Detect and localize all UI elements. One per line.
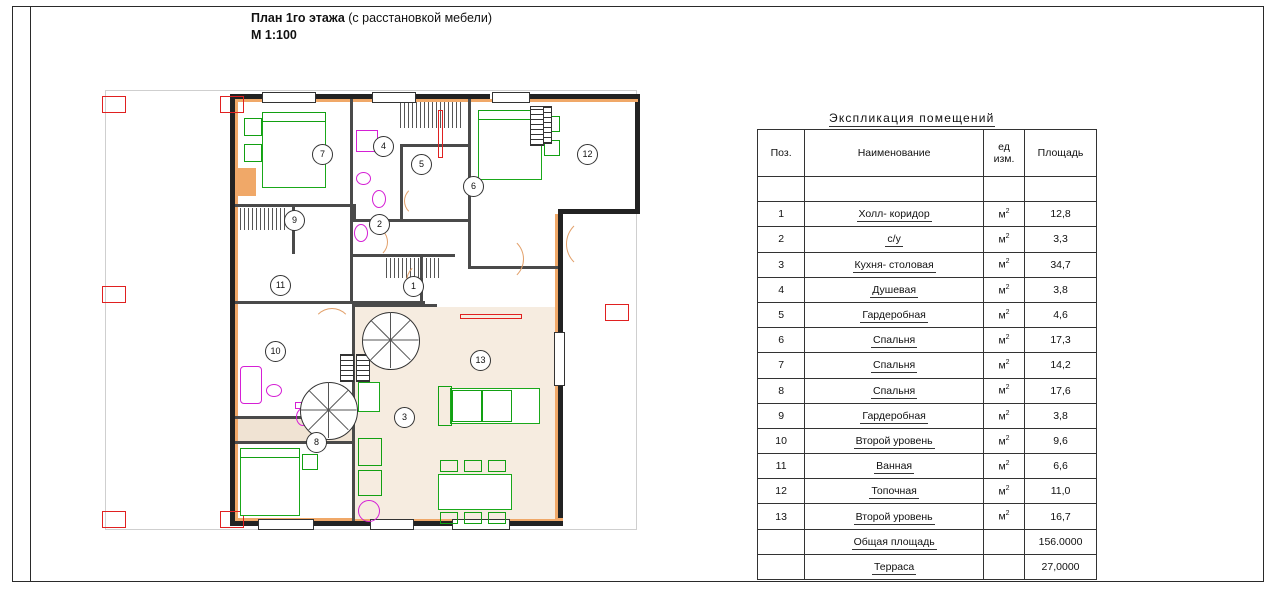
dining-chair-4 <box>440 512 458 524</box>
row-unit-text: м <box>998 258 1006 271</box>
row-name <box>805 403 984 428</box>
row-name <box>805 277 984 302</box>
row-pos: 5 <box>758 302 805 327</box>
total-pos <box>758 554 805 579</box>
row-unit-power: 2 <box>1005 434 1010 442</box>
row-unit-power: 2 <box>1005 283 1010 291</box>
row-pos: 13 <box>758 504 805 529</box>
door-arc-room5 <box>404 186 434 216</box>
row-name <box>805 479 984 504</box>
axis-marker-top-inner <box>220 96 244 113</box>
row-unit-text: м <box>998 460 1006 473</box>
window-accent-living <box>460 314 522 319</box>
row-name <box>805 328 984 353</box>
row-unit <box>983 328 1024 353</box>
dining-chair-1 <box>440 460 458 472</box>
row-name <box>805 227 984 252</box>
total-pos <box>758 529 805 554</box>
table-body <box>758 177 1097 580</box>
row-area: 6,6 <box>1025 454 1097 479</box>
room-tag-3: 3 <box>394 407 415 428</box>
row-area: 14,2 <box>1025 353 1097 378</box>
row-area: 17,3 <box>1025 328 1097 353</box>
row-area: 17,6 <box>1025 378 1097 403</box>
partition-room5 <box>400 146 403 222</box>
table-row <box>758 277 1097 302</box>
total-area: 156.0000 <box>1025 529 1097 554</box>
row-unit <box>983 454 1024 479</box>
row-unit-text: м <box>998 309 1006 322</box>
explication-caption: Экспликация помещений <box>829 111 995 125</box>
nightstand-room7-b <box>244 144 262 162</box>
row-area: 4,6 <box>1025 302 1097 327</box>
stair-step-l1 <box>328 382 329 410</box>
room-tag-7: 7 <box>312 144 333 165</box>
row-name <box>805 252 984 277</box>
row-unit-text: м <box>998 435 1006 448</box>
stair-step-u7 <box>363 340 391 341</box>
row-name-text: Спальня <box>873 359 916 372</box>
partition-bath-left <box>353 204 356 222</box>
row-name <box>805 353 984 378</box>
row-pos: 8 <box>758 378 805 403</box>
row-unit <box>983 428 1024 453</box>
row-area: 11,0 <box>1025 479 1097 504</box>
row-name-text: Гардеробная <box>862 409 926 422</box>
row-unit <box>983 479 1024 504</box>
kitchen-counter <box>358 438 382 466</box>
dining-chair-3 <box>488 460 506 472</box>
row-area: 3,8 <box>1025 403 1097 428</box>
sofa-cushion-1 <box>452 390 482 422</box>
axis-marker-right-mid <box>605 304 629 321</box>
bed-room8 <box>240 454 300 516</box>
total-name <box>805 529 984 554</box>
row-unit-text: м <box>998 485 1006 498</box>
sink-room4 <box>356 172 371 185</box>
table-row <box>758 479 1097 504</box>
room-tag-13: 13 <box>470 350 491 371</box>
plan-title-main: План 1го этажа <box>251 11 345 25</box>
row-name-text: Гардеробная <box>862 309 926 322</box>
total-name-text: Общая площадь <box>853 535 935 548</box>
table-row <box>758 378 1097 403</box>
table-total-row <box>758 554 1097 579</box>
row-area: 3,8 <box>1025 277 1097 302</box>
spacer-area <box>1025 177 1097 202</box>
exterior-wall-right <box>635 94 640 214</box>
row-name-text: Ванная <box>876 460 913 473</box>
stair-step-u5 <box>390 340 391 368</box>
row-unit-text: м <box>998 334 1006 347</box>
row-name-text: Спальня <box>873 384 916 397</box>
table-row <box>758 227 1097 252</box>
nightstand-room7-a <box>244 118 262 136</box>
window-bottom-2 <box>370 519 414 530</box>
plan-scale: М 1:100 <box>251 27 297 42</box>
row-unit-power: 2 <box>1005 409 1010 417</box>
window-right-1 <box>554 332 565 386</box>
row-pos: 7 <box>758 353 805 378</box>
room-tag-11: 11 <box>270 275 291 296</box>
dining-table <box>438 474 512 510</box>
room-tag-10: 10 <box>265 341 286 362</box>
row-unit-power: 2 <box>1005 510 1010 518</box>
row-unit <box>983 302 1024 327</box>
row-unit-power: 2 <box>1005 459 1010 467</box>
table-row <box>758 328 1097 353</box>
dining-chair-2 <box>464 460 482 472</box>
row-pos: 11 <box>758 454 805 479</box>
table-row <box>758 403 1097 428</box>
spacer-pos <box>758 177 805 202</box>
total-unit <box>983 529 1024 554</box>
explication-table-block <box>757 107 1097 580</box>
row-unit <box>983 202 1024 227</box>
stair-shaft-marker-a <box>340 354 354 382</box>
partition-room2-left <box>350 222 353 304</box>
room-tag-12: 12 <box>577 144 598 165</box>
bed-room7-headboard <box>262 112 326 122</box>
row-pos: 4 <box>758 277 805 302</box>
row-name-text: Второй уровень <box>855 510 933 523</box>
toilet-room4 <box>354 224 368 242</box>
axis-marker-top-left <box>102 96 126 113</box>
header-unit-line1: ед <box>998 141 1010 153</box>
plan-title-suffix: (с расстановкой мебели) <box>344 11 492 25</box>
armchair-living <box>438 386 452 426</box>
window-top-3 <box>492 92 530 103</box>
row-name-text: Спальня <box>873 334 916 347</box>
row-unit-power: 2 <box>1005 384 1010 392</box>
header-area: Площадь <box>1025 130 1097 177</box>
row-unit-text: м <box>998 233 1006 246</box>
table-row <box>758 428 1097 453</box>
dresser-room7 <box>238 168 256 196</box>
row-unit <box>983 403 1024 428</box>
row-area: 9,6 <box>1025 428 1097 453</box>
room-tag-2: 2 <box>369 214 390 235</box>
row-area: 16,7 <box>1025 504 1097 529</box>
row-unit-power: 2 <box>1005 258 1010 266</box>
sink-room11 <box>266 384 282 397</box>
row-pos: 2 <box>758 227 805 252</box>
spacer-name <box>805 177 984 202</box>
header-unit <box>983 130 1024 177</box>
total-unit <box>983 554 1024 579</box>
plan-title-block <box>251 10 492 44</box>
room-tag-1: 1 <box>403 276 424 297</box>
row-name-text: Второй уровень <box>855 434 933 447</box>
row-unit <box>983 504 1024 529</box>
window-top-2 <box>372 92 416 103</box>
table-row <box>758 353 1097 378</box>
row-name-text: Душевая <box>872 283 917 296</box>
table-spacer-row <box>758 177 1097 202</box>
window-hatch-wardrobe9 <box>240 208 288 230</box>
nightstand-room8 <box>302 454 318 470</box>
row-unit <box>983 227 1024 252</box>
floor-plan-drawing <box>100 86 645 536</box>
room-tag-8: 8 <box>306 432 327 453</box>
row-unit <box>983 277 1024 302</box>
row-unit-power: 2 <box>1005 485 1010 493</box>
bed-room8-headboard <box>240 448 300 458</box>
row-unit-text: м <box>998 284 1006 297</box>
row-unit-power: 2 <box>1005 359 1010 367</box>
row-name <box>805 428 984 453</box>
row-name <box>805 504 984 529</box>
row-unit <box>983 252 1024 277</box>
window-bottom-1 <box>258 519 314 530</box>
row-unit-text: м <box>998 359 1006 372</box>
row-unit <box>983 353 1024 378</box>
header-name: Наименование <box>805 130 984 177</box>
row-unit-power: 2 <box>1005 333 1010 341</box>
axis-marker-bottom-left <box>102 511 126 528</box>
fridge <box>358 382 380 412</box>
row-unit-power: 2 <box>1005 308 1010 316</box>
wall-finish-strip-left <box>235 99 238 521</box>
door-arc-bath11 <box>312 308 352 348</box>
stair-step-u3 <box>391 340 419 341</box>
door-arc-bedroom6 <box>478 236 524 282</box>
room-tag-4: 4 <box>373 136 394 157</box>
row-name-text: Кухня- столовая <box>854 258 934 271</box>
kitchen-sink <box>358 470 382 496</box>
window-hatch-top-a <box>400 102 462 128</box>
row-pos: 10 <box>758 428 805 453</box>
row-unit-text: м <box>998 208 1006 221</box>
door-arc-entry <box>566 218 618 270</box>
row-name-text: с/у <box>887 233 901 246</box>
row-area: 34,7 <box>1025 252 1097 277</box>
kitchen-round-fixture <box>358 500 380 522</box>
header-unit-line2: изм. <box>993 153 1015 165</box>
row-pos: 3 <box>758 252 805 277</box>
window-accent-top <box>438 110 443 158</box>
exterior-wall-step <box>558 209 640 214</box>
row-pos: 12 <box>758 479 805 504</box>
axis-marker-left-mid <box>102 286 126 303</box>
total-name-text: Терраса <box>873 560 915 573</box>
table-row <box>758 302 1097 327</box>
sofa-cushion-2 <box>482 390 512 422</box>
row-unit-text: м <box>998 410 1006 423</box>
window-top-1 <box>262 92 316 103</box>
stair-step-l3 <box>329 410 357 411</box>
table-row <box>758 504 1097 529</box>
row-pos: 6 <box>758 328 805 353</box>
row-name <box>805 302 984 327</box>
toilet-room2 <box>372 190 386 208</box>
room-tag-9: 9 <box>284 210 305 231</box>
stair-step-u1 <box>390 312 391 340</box>
row-name <box>805 378 984 403</box>
stair-step-l7 <box>301 410 329 411</box>
partition-room8-top <box>235 441 355 444</box>
row-name-text: Топочная <box>871 485 917 498</box>
bathtub-room11 <box>240 366 262 404</box>
dining-chair-5 <box>464 512 482 524</box>
table-row <box>758 202 1097 227</box>
row-area: 3,3 <box>1025 227 1097 252</box>
room-tag-6: 6 <box>463 176 484 197</box>
table-header-row <box>758 130 1097 177</box>
explication-table <box>757 129 1097 580</box>
row-unit-power: 2 <box>1005 208 1010 216</box>
partition-hall-top <box>350 219 470 222</box>
total-area: 27,0000 <box>1025 554 1097 579</box>
boiler-unit-room12 <box>530 106 544 146</box>
partition-room4-bottom <box>400 144 470 147</box>
row-unit <box>983 378 1024 403</box>
stair-step-l5 <box>328 410 329 438</box>
header-pos: Поз. <box>758 130 805 177</box>
row-pos: 1 <box>758 202 805 227</box>
row-unit-text: м <box>998 384 1006 397</box>
table-row <box>758 454 1097 479</box>
room-tag-5: 5 <box>411 154 432 175</box>
row-area: 12,8 <box>1025 202 1097 227</box>
spacer-unit <box>983 177 1024 202</box>
row-pos: 9 <box>758 403 805 428</box>
table-total-row <box>758 529 1097 554</box>
table-row <box>758 252 1097 277</box>
row-unit-power: 2 <box>1005 233 1010 241</box>
row-name <box>805 202 984 227</box>
row-unit-text: м <box>998 510 1006 523</box>
row-name <box>805 454 984 479</box>
total-name <box>805 554 984 579</box>
dining-chair-6 <box>488 512 506 524</box>
row-name-text: Холл- коридор <box>858 208 930 221</box>
